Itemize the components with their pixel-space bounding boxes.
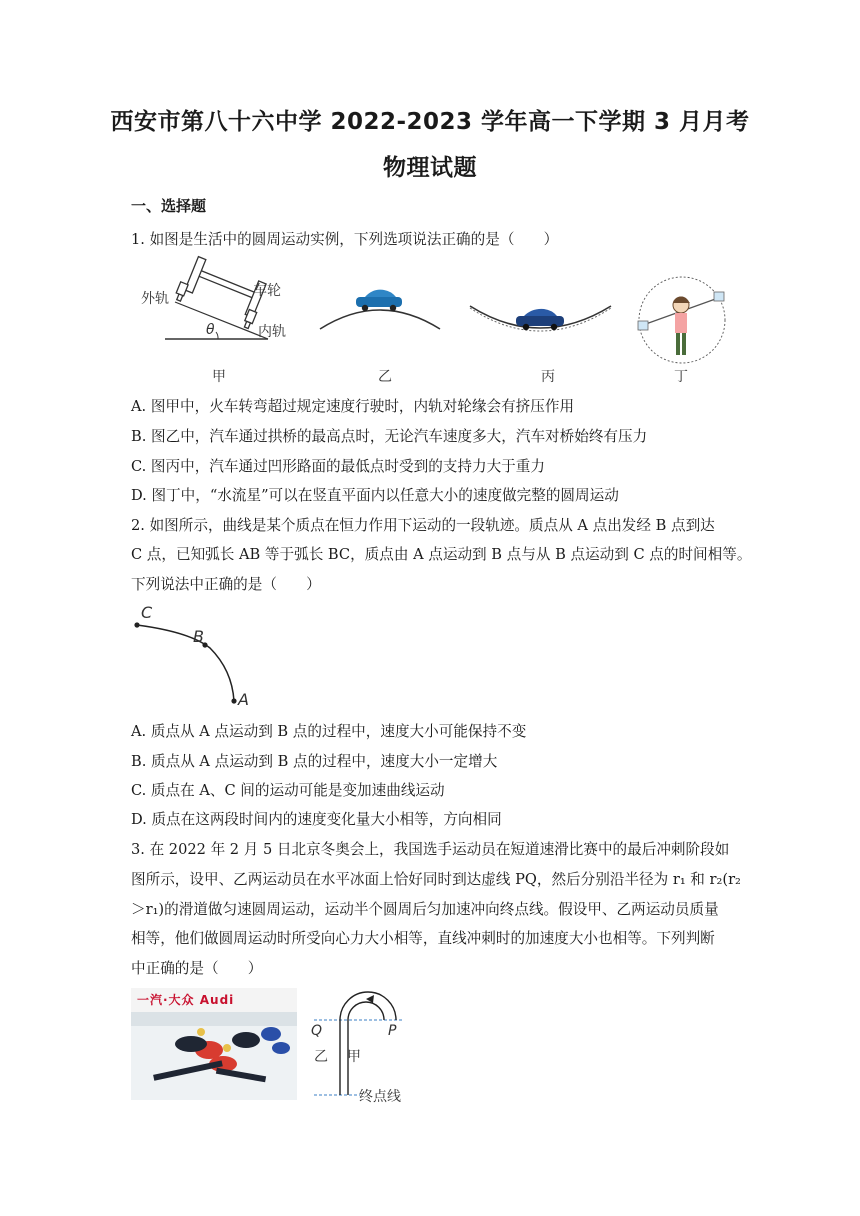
q2-stem-line2: C 点，已知弧长 AB 等于弧长 BC，质点由 A 点运动到 B 点与从 B 点运动到 C 点的时间相等。	[131, 546, 752, 563]
q2-option-a: A. 质点从 A 点运动到 B 点的过程中，速度大小可能保持不变	[131, 723, 527, 740]
q1-label-outer-rail: 外轨	[141, 291, 169, 307]
q3-photo-banner: 一汽·大众 Audi	[137, 993, 235, 1007]
page-title-line2: 物理试题	[383, 155, 477, 181]
q1-option-a: A. 图甲中，火车转弯超过规定速度行驶时，内轨对轮缘会有挤压作用	[131, 398, 575, 415]
section-heading: 一、选择题	[131, 197, 207, 215]
q2-point-c	[134, 622, 139, 627]
q3-stem-line3: ＞r₁)的滑道做匀速圆周运动，运动半个圆周后匀加速冲向终点线。假设甲、乙两运动员质量	[131, 901, 719, 918]
q1-caption-jia: 甲	[212, 369, 226, 385]
q3-label-q: Q	[311, 1023, 323, 1039]
q1-caption-yi: 乙	[378, 369, 392, 385]
q3-stem-line4: 相等，他们做圆周运动时所受向心力大小相等，直线冲刺时的加速度大小也相等。下列判断	[131, 930, 715, 947]
q2-point-a	[231, 698, 236, 703]
q2-stem-line1: 2. 如图所示，曲线是某个质点在恒力作用下运动的一段轨迹。质点从 A 点出发经 B 点到达	[131, 517, 715, 534]
q1-figure-ding	[635, 275, 729, 365]
q3-label-jia: 甲	[347, 1049, 361, 1065]
q1-caption-ding: 丁	[674, 369, 688, 385]
q3-stem-line5: 中正确的是（ ）	[131, 960, 263, 977]
q2-option-d: D. 质点在这两段时间内的速度变化量大小相等，方向相同	[131, 811, 502, 828]
q1-caption-bing: 丙	[541, 369, 555, 385]
q1-label-theta: θ	[206, 322, 215, 338]
q2-option-b: B. 质点从 A 点运动到 B 点的过程中，速度大小一定增大	[131, 753, 498, 770]
q2-option-c: C. 质点在 A、C 间的运动可能是变加速曲线运动	[131, 782, 445, 799]
q3-stem-line2: 图所示，设甲、乙两运动员在水平冰面上恰好同时到达虚线 PQ，然后分别沿半径为 r₁ 和 r₂(r₂	[131, 871, 741, 888]
q2-label-c: C	[141, 603, 153, 622]
q2-label-a: A	[238, 690, 249, 709]
q1-label-inner-rail: 内轨	[258, 324, 286, 340]
q1-option-c: C. 图丙中，汽车通过凹形路面的最低点时受到的支持力大于重力	[131, 458, 545, 475]
q3-label-p: P	[388, 1023, 397, 1039]
q3-label-yi: 乙	[314, 1049, 328, 1065]
q1-stem: 1. 如图是生活中的圆周运动实例，下列选项说法正确的是（ ）	[131, 231, 559, 248]
q1-label-wheel: 车轮	[253, 283, 281, 299]
q1-option-d: D. 图丁中，“水流星”可以在竖直平面内以任意大小的速度做完整的圆周运动	[131, 487, 619, 504]
page-title-line1: 西安市第八十六中学 2022-2023 学年高一下学期 3 月月考	[110, 109, 750, 135]
q2-stem-line3: 下列说法中正确的是（ ）	[131, 576, 321, 593]
q3-label-finish: 终点线	[359, 1089, 401, 1105]
q3-stem-line1: 3. 在 2022 年 2 月 5 日北京冬奥会上，我国选手运动员在短道速滑比赛中的最后冲刺阶段如	[131, 841, 730, 858]
q1-figure-bing	[468, 304, 613, 334]
q2-label-b: B	[193, 627, 204, 646]
q1-option-b: B. 图乙中，汽车通过拱桥的最高点时，无论汽车速度多大，汽车对桥始终有压力	[131, 428, 648, 445]
q1-figure-yi	[318, 285, 443, 335]
